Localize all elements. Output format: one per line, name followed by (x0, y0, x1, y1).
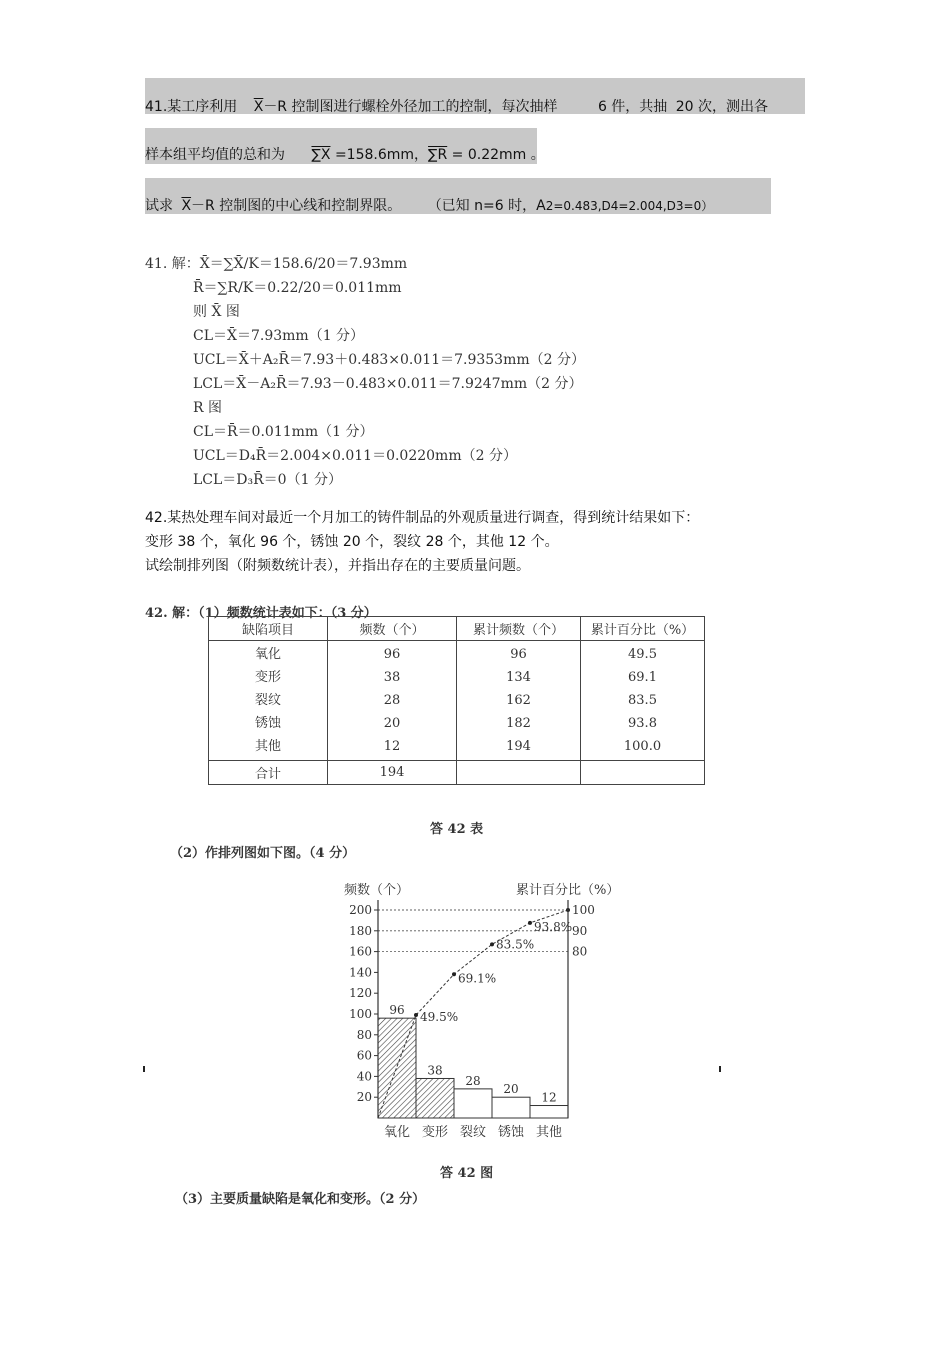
cell: 83.5 (628, 693, 657, 708)
table-body (209, 641, 705, 761)
cell: 194 (328, 761, 457, 785)
x-tick-label: 氧化 (383, 1125, 411, 1140)
bar-变形 (416, 1078, 454, 1118)
table-header-row (209, 617, 705, 641)
q42-line-1: 42.某热处理车间对最近一个月加工的铸件制品的外观质量进行调查，得到统计结果如下： (145, 510, 700, 526)
header-item: 缺陷项目 (209, 617, 328, 641)
bar-value-label: 96 (389, 1003, 405, 1018)
cell: 锈蚀 (255, 716, 282, 731)
sol41-line: LCL＝X̄－A₂R̄＝7.93－0.483×0.011＝7.9247mm（2 分） (193, 376, 583, 392)
pareto-chart (330, 870, 650, 1155)
page-mark-left (143, 1066, 145, 1072)
bar-裂纹 (454, 1089, 492, 1118)
chart-caption: 答 42 图 (440, 1166, 494, 1181)
table-caption: 答 42 表 (430, 822, 484, 837)
bar-其他 (530, 1106, 568, 1118)
y-tick-label: 160 (349, 944, 372, 959)
header-cum-pct: 累计百分比（%） (580, 617, 704, 641)
solution-41 (145, 252, 585, 492)
bar-value-label: 12 (541, 1090, 557, 1105)
y2-tick-label: 100 (572, 903, 595, 917)
y-tick-label: 20 (356, 1090, 372, 1105)
frequency-table (208, 616, 705, 785)
y2-tick-label: 90 (572, 923, 588, 938)
y-tick-label: 200 (349, 903, 372, 917)
q41-line-3: 试求 $\overline{X}-R$ 控制图的中心线和控制界限。 （已知 n=6 时，A2=0.483,D4=2.004,D3=0） (145, 198, 714, 214)
chart-bars (378, 1003, 568, 1118)
y-axis-title: 频数（个） (344, 883, 410, 898)
x-tick-label: 其他 (535, 1125, 563, 1140)
q41-line-2: 样本组平均值的总和为 ∑X =158.6mm，∑R = 0.22mm 。 (145, 147, 545, 163)
cell: 38 (383, 670, 401, 685)
cell: 96 (383, 647, 401, 662)
y-tick-label: 120 (349, 986, 372, 1001)
cumulative-point (452, 972, 456, 976)
q41-line-1: 41.某工序利用 $\overline{X}-R$ 控制图进行螺栓外径加工的控制，每次抽样 6 件，共抽 20 次，测出各 (145, 99, 769, 115)
y-tick-label: 140 (349, 965, 372, 980)
bar-value-label: 38 (427, 1063, 443, 1078)
y2-tick-label: 80 (572, 944, 588, 959)
sol41-line: UCL＝D₄R̄＝2.004×0.011＝0.0220mm（2 分） (193, 448, 517, 464)
sol41-line: R̄＝∑R/K＝0.22/20＝0.011mm (193, 280, 402, 296)
y-tick-label: 100 (349, 1007, 372, 1021)
cell: 28 (383, 693, 401, 708)
cumulative-label: 49.5% (420, 1010, 459, 1025)
cell: 182 (506, 716, 531, 731)
sol41-line: CL＝X̄＝7.93mm（1 分） (193, 328, 365, 344)
sol41-line: UCL＝X̄＋A₂R̄＝7.93＋0.483×0.011＝7.9353mm（2 分） (193, 352, 585, 368)
cumulative-point (414, 1013, 418, 1017)
cell: 49.5 (628, 647, 657, 662)
cumulative-label: 69.1% (458, 971, 497, 986)
cumulative-point (490, 942, 494, 946)
header-cum-freq: 累计频数（个） (456, 617, 580, 641)
y-tick-label: 80 (356, 1027, 372, 1042)
cell (456, 761, 580, 785)
cell: 100.0 (623, 739, 662, 754)
header-freq: 频数（个） (328, 617, 457, 641)
q42-line-3: 试绘制排列图（附频数统计表），并指出存在的主要质量问题。 (145, 558, 530, 574)
bar-value-label: 20 (503, 1082, 519, 1097)
cumulative-label: 83.5% (496, 937, 535, 952)
cell: 其他 (255, 739, 282, 754)
cell: 162 (506, 693, 531, 708)
sol41-line: LCL＝D₃R̄＝0（1 分） (193, 472, 342, 488)
sol41-line: 41. 解：X̄＝∑X̄/K＝158.6/20＝7.93mm (145, 256, 408, 272)
y-tick-label: 60 (356, 1048, 372, 1063)
sol42-title: 42. 解：（1）频数统计表如下：（3 分） (145, 606, 377, 621)
cell: 93.8 (628, 716, 657, 731)
cell: 12 (383, 739, 401, 754)
cumulative-label: 93.8% (534, 919, 573, 934)
xbar-symbol: $\overline{X}$ (253, 99, 264, 115)
page-mark-right (719, 1066, 721, 1072)
cell: 变形 (255, 670, 282, 685)
sol41-line: CL＝R̄＝0.011mm（1 分） (193, 424, 374, 440)
x-tick-label: 裂纹 (459, 1125, 487, 1140)
sol42-step-2: （2）作排列图如下图。（4 分） (170, 846, 356, 861)
sol42-step-3: （3）主要质量缺陷是氧化和变形。（2 分） (175, 1192, 426, 1207)
table-total-row (209, 761, 705, 785)
cell: 合计 (209, 761, 328, 785)
q42-line-2: 变形 38 个，氧化 96 个，锈蚀 20 个，裂纹 28 个，其他 12 个。 (145, 534, 559, 550)
cell: 194 (506, 739, 531, 754)
x-tick-label: 锈蚀 (497, 1125, 525, 1140)
y-tick-label: 40 (356, 1069, 372, 1084)
bar-value-label: 28 (465, 1073, 481, 1088)
cell: 裂纹 (255, 693, 282, 708)
x-tick-label: 变形 (421, 1125, 449, 1140)
y2-axis-title: 累计百分比（%） (516, 883, 620, 898)
sol41-line: 则 X̄ 图 (193, 304, 240, 320)
y-tick-label: 180 (349, 923, 372, 938)
cell: 134 (506, 670, 531, 685)
cell: 20 (383, 716, 401, 731)
cell: 氧化 (255, 647, 282, 662)
cell: 96 (510, 647, 527, 662)
sol41-line: R 图 (193, 400, 222, 416)
cell: 69.1 (628, 670, 657, 685)
cumulative-point (528, 921, 532, 925)
cell (580, 761, 704, 785)
bar-锈蚀 (492, 1097, 530, 1118)
